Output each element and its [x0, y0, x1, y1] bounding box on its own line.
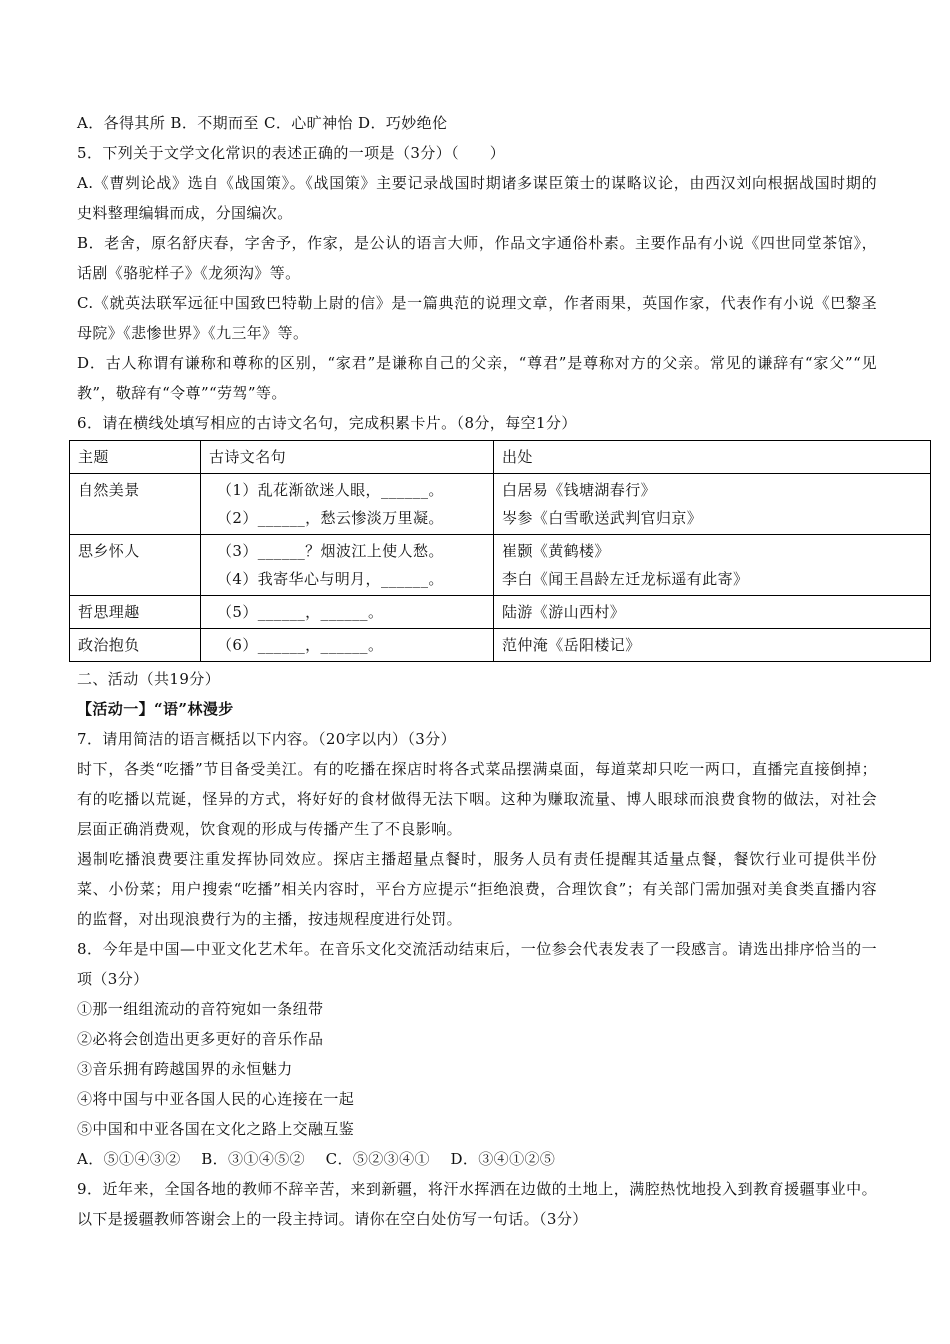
q7-passage-1: 时下，各类“吃播”节目备受美江。有的吃播在探店时将各式菜品摆满桌面，每道菜却只吃一两口，直播完直接倒掉；有的吃播以荒诞，怪异的方式，将好好的食材做得无法下咽。这种为赚取流量、博人眼球而浪费食物的做法，对社会层面正确消费观，饮食观的形成与传播产生了不良影响。	[77, 760, 877, 838]
q8-item: ⑤中国和中亚各国在文化之路上交融互鉴	[77, 1120, 355, 1138]
q5-option-b: B．老舍，原名舒庆春，字舍予，作家，是公认的语言大师，作品文字通俗朴素。主要作品有小说《四世同堂茶馆》，话剧《骆驼样子》《龙须沟》等。	[77, 234, 877, 282]
q6-stem: 6．请在横线处填写相应的古诗文名句，完成积累卡片。（8分，每空1分）	[77, 414, 577, 432]
q5-stem: 5．下列关于文学文化常识的表述正确的一项是（3分）（ ）	[77, 144, 506, 162]
row-theme: 哲思理趣	[70, 596, 201, 629]
poem-line: （4）我寄华心与明月，______。	[217, 570, 444, 588]
q8-item: ①那一组组流动的音符宛如一条纽带	[77, 1000, 324, 1018]
poem-line: （1）乱花渐欲迷人眼，______。	[217, 481, 444, 499]
poem-line: （5）______，______。	[217, 603, 384, 621]
q8-stem: 8．今年是中国—中亚文化艺术年。在音乐文化交流活动结束后，一位参会代表发表了一段感言。请选出排序恰当的一项（3分）	[77, 940, 877, 988]
q5-option-d: D．古人称谓有谦称和尊称的区别，“家君”是谦称自己的父亲，“尊君”是尊称对方的父亲。常见的谦辞有“家父”“见教”，敬辞有“令尊”“劳驾”等。	[77, 354, 877, 402]
poem-source: 陆游《游山西村》	[502, 603, 626, 621]
poem-line: （3）______？烟波江上使人愁。	[217, 542, 444, 560]
poem-source: 范仲淹《岳阳楼记》	[502, 636, 641, 654]
row-theme: 自然美景	[70, 474, 201, 535]
q5-option-a: A.《曹刿论战》选自《战国策》。《战国策》主要记录战国时期诸多谋臣策士的谋略议论，由西汉刘向根据战国时期的史料整理编辑而成，分国编次。	[77, 174, 877, 222]
activity-heading: 【活动一】“语”林漫步	[77, 700, 234, 718]
header-lines: 古诗文名句	[201, 441, 494, 474]
q7-stem: 7．请用简洁的语言概括以下内容。（20字以内）（3分）	[77, 730, 456, 748]
q5-option-c: C.《就英法联军远征中国致巴特勒上尉的信》是一篇典范的说理文章，作者雨果，英国作家，代表作有小说《巴黎圣母院》《悲惨世界》《九三年》等。	[77, 294, 877, 342]
q9-stem: 9．近年来，全国各地的教师不辞辛苦，来到新疆，将汗水挥洒在边做的土地上，满腔热忱地投入到教育援疆事业中。以下是援疆教师答谢会上的一段主持词。请你在空白处仿写一句话。（3分）	[77, 1180, 877, 1228]
poem-source: 白居易《钱塘湖春行》	[502, 481, 657, 499]
header-theme: 主题	[70, 441, 201, 474]
table-row	[70, 474, 931, 535]
poetry-card-table	[69, 440, 931, 662]
q8-options: A．⑤①④③② B．③①④⑤② C．⑤②③④① D．③④①②⑤	[77, 1150, 556, 1168]
q8-item: ③音乐拥有跨越国界的永恒魅力	[77, 1060, 293, 1078]
table-row	[70, 596, 931, 629]
q8-item: ④将中国与中亚各国人民的心连接在一起	[77, 1090, 355, 1108]
poem-source: 李白《闻王昌龄左迁龙标遥有此寄》	[502, 570, 749, 588]
table-row	[70, 535, 931, 596]
section-heading: 二、活动（共19分）	[77, 670, 221, 688]
poem-line: （2）______，愁云惨淡万里凝。	[217, 509, 444, 527]
poem-source: 崔颢《黄鹤楼》	[502, 542, 610, 560]
q7-passage-2: 遏制吃播浪费要注重发挥协同效应。探店主播超量点餐时，服务人员有责任提醒其适量点餐，餐饮行业可提供半份菜、小份菜；用户搜索“吃播”相关内容时，平台方应提示“拒绝浪费，合理饮食”；有关部门需加强对美食类直播内容的监督，对出现浪费行为的主播，按违规程度进行处罚。	[77, 850, 877, 928]
row-theme: 政治抱负	[70, 629, 201, 662]
header-source: 出处	[494, 441, 931, 474]
table-row	[70, 629, 931, 662]
poem-source: 岑参《白雪歌送武判官归京》	[502, 509, 703, 527]
table-header-row	[70, 441, 931, 474]
q4-options: A．各得其所 B．不期而至 C．心旷神怡 D．巧妙绝伦	[77, 114, 448, 132]
poem-line: （6）______，______。	[217, 636, 384, 654]
row-theme: 思乡怀人	[70, 535, 201, 596]
exam-page	[77, 108, 877, 1234]
q8-item: ②必将会创造出更多更好的音乐作品	[77, 1030, 324, 1048]
